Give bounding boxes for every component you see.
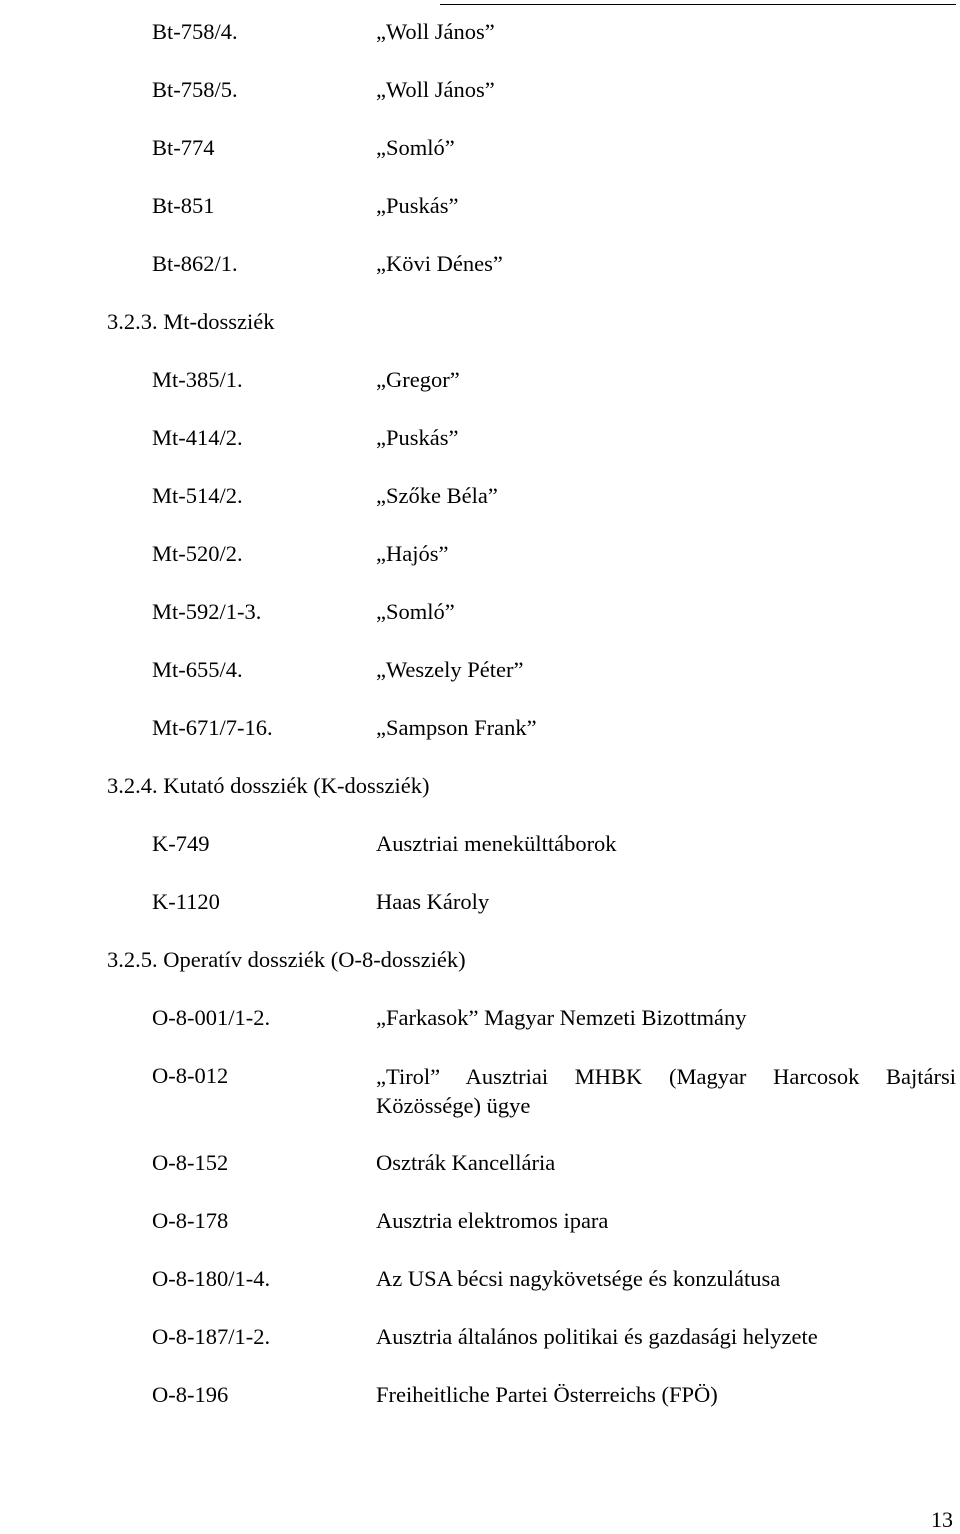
k-name: Haas Károly (376, 889, 490, 914)
o-code: O-8-196 (152, 1382, 229, 1407)
mt-name: „Sampson Frank” (376, 715, 537, 740)
section-heading-k: 3.2.4. Kutató dossziék (K-dossziék) (107, 773, 430, 798)
mt-name: „Hajós” (376, 541, 449, 566)
bt-code: Bt-758/4. (152, 19, 238, 44)
mt-code: Mt-414/2. (152, 425, 243, 450)
mt-code: Mt-655/4. (152, 657, 243, 682)
o-code: O-8-187/1-2. (152, 1324, 271, 1349)
o-name: Ausztria elektromos ipara (376, 1208, 609, 1233)
o-code: O-8-012 (152, 1063, 229, 1088)
o-code: O-8-178 (152, 1208, 229, 1233)
o-name: „Tirol” Ausztriai MHBK (Magyar Harcosok Bajtársi Közössége) ügye (376, 1064, 956, 1118)
k-code: K-1120 (152, 889, 220, 914)
k-name: Ausztriai menekülttáborok (376, 831, 617, 856)
mt-name: „Gregor” (376, 367, 460, 392)
mt-code: Mt-385/1. (152, 367, 243, 392)
o-name: Freiheitliche Partei Österreichs (FPÖ) (376, 1382, 718, 1407)
bt-name: „Kövi Dénes” (376, 251, 503, 276)
mt-name: „Weszely Péter” (376, 657, 524, 682)
o-code: O-8-180/1-4. (152, 1266, 271, 1291)
mt-code: Mt-514/2. (152, 483, 243, 508)
bt-name: „Woll János” (376, 19, 495, 44)
bt-code: Bt-851 (152, 193, 215, 218)
bt-name: „Woll János” (376, 77, 495, 102)
mt-code: Mt-520/2. (152, 541, 243, 566)
k-code: K-749 (152, 831, 210, 856)
bt-code: Bt-862/1. (152, 251, 238, 276)
o-name: Az USA bécsi nagykövetsége és konzulátusa (376, 1266, 781, 1291)
mt-code: Mt-592/1-3. (152, 599, 262, 624)
section-heading-mt: 3.2.3. Mt-dossziék (107, 309, 275, 334)
bt-name: „Somló” (376, 135, 455, 160)
o-code: O-8-152 (152, 1150, 229, 1175)
mt-name: „Szőke Béla” (376, 483, 498, 508)
mt-name: „Somló” (376, 599, 455, 624)
o-name: „Farkasok” Magyar Nemzeti Bizottmány (376, 1005, 747, 1030)
bt-code: Bt-774 (152, 135, 215, 160)
mt-code: Mt-671/7-16. (152, 715, 273, 740)
section-heading-o: 3.2.5. Operatív dossziék (O-8-dossziék) (107, 947, 466, 972)
o-name: Ausztria általános politikai és gazdasági helyzete (376, 1324, 818, 1349)
o-code: O-8-001/1-2. (152, 1005, 271, 1030)
bt-name: „Puskás” (376, 193, 459, 218)
bt-code: Bt-758/5. (152, 77, 238, 102)
page-number: 13 (931, 1507, 953, 1532)
header-rule (440, 4, 956, 5)
mt-name: „Puskás” (376, 425, 459, 450)
o-name: Osztrák Kancellária (376, 1150, 556, 1175)
